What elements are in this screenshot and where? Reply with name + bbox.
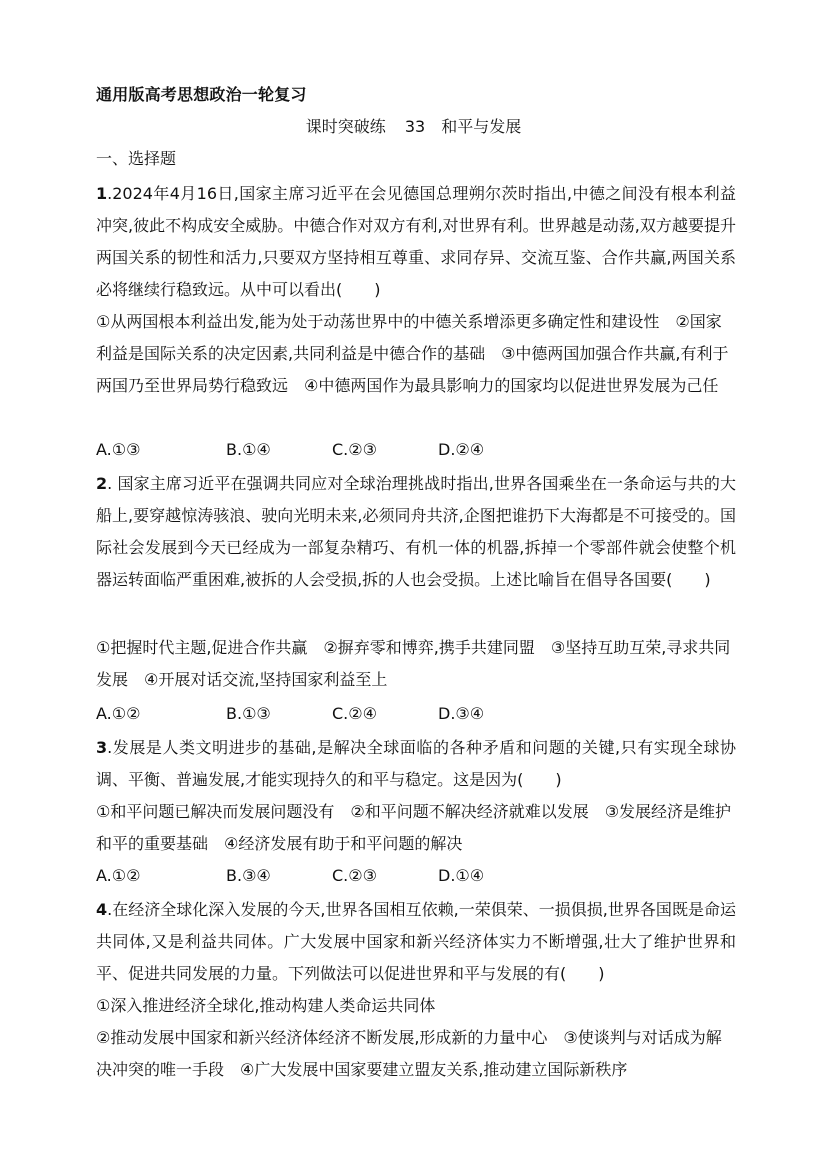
question-4-option-line-1: ①深入推进经济全球化,推动构建人类命运共同体 bbox=[96, 996, 436, 1015]
question-4-text: .在经济全球化深入发展的今天,世界各国相互依赖,一荣俱荣、一损俱损,世界各国既是命运共同体,又是利益共同体。广大发展中国家和新兴经济体实力不断增强,壮大了维护世界和平、促进共同发展的力量。下列做法可以促进世界和平与发展的有( ) bbox=[96, 900, 736, 983]
choice-c[interactable]: C.②③ bbox=[332, 440, 377, 459]
choice-a[interactable]: A.①③ bbox=[96, 440, 141, 459]
choice-b[interactable]: B.①④ bbox=[226, 440, 271, 459]
choice-b[interactable]: B.③④ bbox=[226, 866, 271, 885]
choice-a[interactable]: A.①② bbox=[96, 866, 141, 885]
question-3-stem bbox=[96, 732, 736, 796]
question-3-number: 3 bbox=[96, 738, 108, 757]
question-3-text: .发展是人类文明进步的基础,是解决全球面临的各种矛盾和问题的关键,只有实现全球协调、平衡、普遍发展,才能实现持久的和平与稳定。这是因为( ) bbox=[96, 738, 736, 789]
question-1-text: .2024年4月16日,国家主席习近平在会见德国总理朔尔茨时指出,中德之间没有根本利益冲突,彼此不构成安全威胁。中德合作对双方有利,对世界有利。世界越是动荡,双方越要提升两国关系的韧性和活力,只要双方坚持相互尊重、求同存异、交流互鉴、合作共赢,两国关系必将继续行稳致远。从中可以看出( ) bbox=[96, 184, 736, 299]
lesson-title: 课时突破练 33 和平与发展 bbox=[305, 117, 522, 136]
question-2-options: ①把握时代主题,促进合作共赢 ②摒弃零和博弈,携手共建同盟 ③坚持互助互荣,寻求共同发展 ④开展对话交流,坚持国家利益至上 bbox=[96, 638, 731, 689]
choice-d[interactable]: D.③④ bbox=[438, 704, 485, 723]
question-4-number: 4 bbox=[96, 900, 108, 919]
document-title: 通用版高考思想政治一轮复习 bbox=[96, 85, 307, 104]
question-1-options: ①从两国根本利益出发,能为处于动荡世界中的中德关系增添更多确定性和建设性 ②国家利益是国际关系的决定因素,共同利益是中德合作的基础 ③中德两国加强合作共赢,有利于两国乃至世界局势行稳致远 ④中德两国作为最具影响力的国家均以促进世界发展为己任 bbox=[96, 312, 729, 395]
choice-d[interactable]: D.②④ bbox=[438, 440, 485, 459]
question-1-number: 1 bbox=[96, 184, 108, 203]
question-2-number: 2 bbox=[96, 474, 108, 493]
choice-c[interactable]: C.②④ bbox=[332, 704, 377, 723]
section-heading: 一、选择题 bbox=[96, 149, 177, 168]
question-2-text: . 国家主席习近平在强调共同应对全球治理挑战时指出,世界各国乘坐在一条命运与共的大船上,要穿越惊涛骇浪、驶向光明未来,必须同舟共济,企图把谁扔下大海都是不可接受的。国际社会发展到今天已经成为一部复杂精巧、有机一体的机器,拆掉一个零部件就会使整个机器运转面临严重困难,被拆的人会受损,拆的人也会受损。上述比喻旨在倡导各国要( ) bbox=[96, 474, 736, 589]
question-2-stem bbox=[96, 468, 736, 596]
question-4-option-line-2: ②推动发展中国家和新兴经济体经济不断发展,形成新的力量中心 ③使谈判与对话成为解决冲突的唯一手段 ④广大发展中国家要建立盟友关系,推动建立国际新秩序 bbox=[96, 1028, 722, 1079]
choice-b[interactable]: B.①③ bbox=[226, 704, 271, 723]
choice-d[interactable]: D.①④ bbox=[438, 866, 485, 885]
question-1-stem bbox=[96, 178, 736, 306]
choice-c[interactable]: C.②③ bbox=[332, 866, 377, 885]
question-3-options: ①和平问题已解决而发展问题没有 ②和平问题不解决经济就难以发展 ③发展经济是维护和平的重要基础 ④经济发展有助于和平问题的解决 bbox=[96, 802, 732, 853]
question-4-stem bbox=[96, 894, 736, 990]
choice-a[interactable]: A.①② bbox=[96, 704, 141, 723]
